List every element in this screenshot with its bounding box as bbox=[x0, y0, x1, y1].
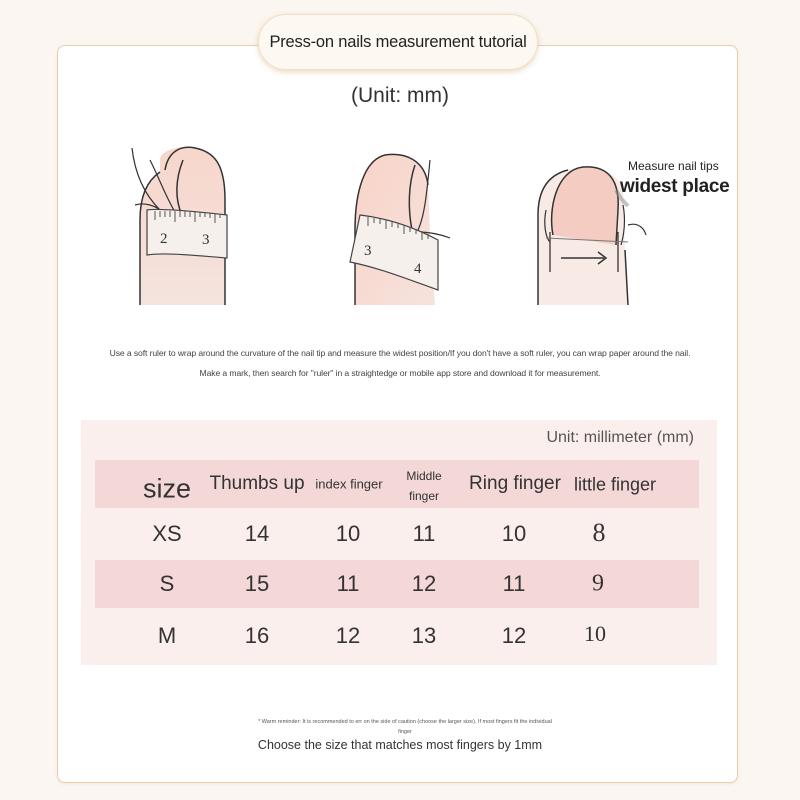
nail-caption-line1: Measure nail tips bbox=[628, 159, 719, 173]
table-unit-label: Unit: millimeter (mm) bbox=[546, 429, 694, 446]
row-m-thumb: 16 bbox=[244, 623, 270, 648]
header-middle-line1: Middle bbox=[406, 469, 442, 483]
row-xs-little: 8 bbox=[592, 518, 606, 547]
row-xs-middle: 11 bbox=[412, 521, 436, 546]
header-middle-line2: finger bbox=[408, 489, 440, 503]
row-s-size: S bbox=[159, 571, 175, 596]
row-m-little: 10 bbox=[584, 621, 606, 646]
header-thumb: Thumbs up bbox=[209, 473, 305, 494]
warm-reminder-line2: finger bbox=[398, 729, 412, 735]
row-s-middle: 12 bbox=[411, 571, 437, 596]
row-xs-thumb: 14 bbox=[244, 521, 270, 546]
table-row-band bbox=[95, 560, 699, 608]
row-xs-ring: 10 bbox=[501, 521, 527, 546]
finger-ruler-illustration-1 bbox=[120, 140, 250, 310]
row-s-little: 9 bbox=[592, 570, 604, 597]
finger-ruler-illustration-2 bbox=[330, 140, 470, 310]
warm-reminder bbox=[230, 716, 580, 736]
ruler-number: 3 bbox=[202, 232, 210, 248]
row-m-middle: 13 bbox=[411, 623, 437, 648]
nail-caption-line2: widest place bbox=[620, 176, 730, 197]
page-title: Press-on nails measurement tutorial bbox=[258, 14, 538, 70]
warm-reminder-line1: * Warm reminder: It is recommended to err on the side of caution (choose the larger size). If most fingers fit the individual bbox=[258, 719, 552, 725]
header-size: size bbox=[142, 473, 192, 504]
ruler-number: 3 bbox=[364, 243, 372, 259]
instruction-line-2: Make a mark, then search for "ruler" in a straightedge or mobile app store and download it for measurement. bbox=[199, 368, 601, 378]
row-xs-index: 10 bbox=[335, 521, 361, 546]
ruler-number: 2 bbox=[160, 231, 168, 247]
row-s-index: 11 bbox=[336, 571, 360, 596]
row-s-thumb: 15 bbox=[244, 571, 270, 596]
header-index: index finger bbox=[315, 476, 383, 492]
header-ring: Ring finger bbox=[469, 473, 561, 494]
row-m-size: M bbox=[157, 623, 177, 648]
ruler-number: 4 bbox=[414, 261, 422, 277]
row-m-index: 12 bbox=[335, 623, 361, 648]
row-xs-size: XS bbox=[152, 521, 182, 546]
row-m-ring: 12 bbox=[501, 623, 527, 648]
row-s-ring: 11 bbox=[502, 571, 526, 596]
size-table bbox=[81, 420, 717, 665]
instruction-line-1: Use a soft ruler to wrap around the curvature of the nail tip and measure the widest position/If you don't have a soft ruler, you can wrap paper around the nail. bbox=[109, 348, 691, 358]
footer-main-text: Choose the size that matches most fingers by 1mm bbox=[257, 738, 543, 752]
unit-label: (Unit: mm) bbox=[351, 84, 449, 107]
header-little: little finger bbox=[573, 474, 657, 495]
nail-width-illustration bbox=[528, 150, 728, 310]
